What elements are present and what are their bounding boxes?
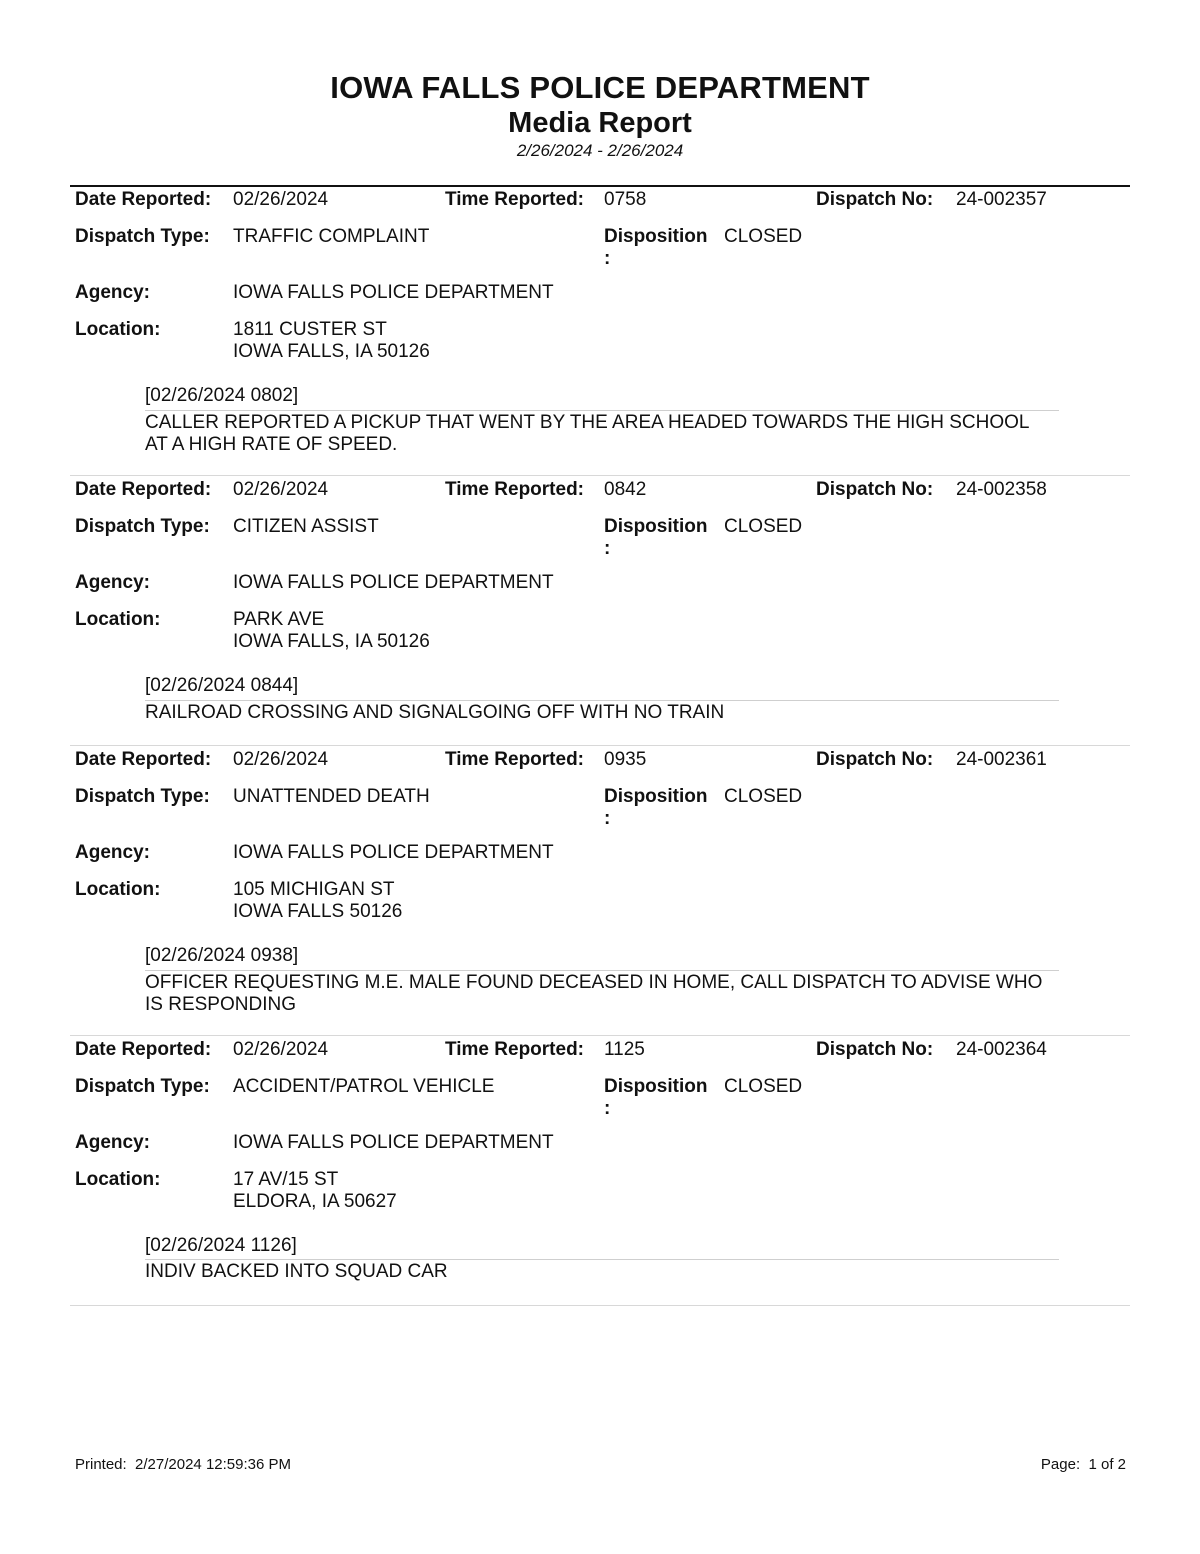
department-title: IOWA FALLS POLICE DEPARTMENT (330, 70, 870, 105)
agency-value: IOWA FALLS POLICE DEPARTMENT (233, 282, 554, 303)
disposition-value: CLOSED (724, 226, 803, 247)
location-label: Location: (75, 879, 161, 900)
time-reported-label: Time Reported: (445, 189, 585, 210)
note-text: CALLER REPORTED A PICKUP THAT WENT BY THE AREA HEADED TOWARDS THE HIGH SCHOOL AT A HIGH RATE OF SPEED. (145, 412, 1029, 455)
dispatch-no-value: 24-002357 (956, 189, 1047, 210)
date-reported-value: 02/26/2024 (233, 479, 329, 500)
note-text: INDIV BACKED INTO SQUAD CAR (145, 1261, 448, 1282)
agency-label: Agency: (75, 282, 150, 303)
disposition-colon: : (604, 808, 611, 829)
date-range: 2/26/2024 - 2/26/2024 (516, 141, 684, 160)
record-divider (70, 475, 1130, 476)
agency-label: Agency: (75, 842, 150, 863)
record-divider (70, 1305, 1130, 1306)
date-reported-value: 02/26/2024 (233, 749, 329, 770)
dispatch-no-label: Dispatch No: (816, 1039, 934, 1060)
record-divider (70, 1035, 1130, 1036)
printed-timestamp (75, 1456, 291, 1474)
dispatch-type-value: UNATTENDED DEATH (233, 786, 430, 807)
date-reported-value: 02/26/2024 (233, 189, 329, 210)
dispatch-type-label: Dispatch Type: (75, 1076, 210, 1097)
location-line2: IOWA FALLS 50126 (233, 901, 403, 922)
disposition-value: CLOSED (724, 786, 803, 807)
note-divider (145, 1259, 1059, 1260)
time-reported-label: Time Reported: (445, 1039, 585, 1060)
agency-label: Agency: (75, 1132, 150, 1153)
date-reported-label: Date Reported: (75, 189, 212, 210)
dispatch-no-value: 24-002358 (956, 479, 1047, 500)
date-reported-value: 02/26/2024 (233, 1039, 329, 1060)
time-reported-value: 1125 (604, 1039, 645, 1060)
agency-label: Agency: (75, 572, 150, 593)
page-label: Page: (1040, 1456, 1081, 1473)
location-line2: ELDORA, IA 50627 (233, 1191, 397, 1212)
disposition-value: CLOSED (724, 1076, 803, 1097)
note-timestamp: [02/26/2024 0938] (145, 945, 299, 966)
disposition-colon: : (604, 538, 611, 559)
report-title: Media Report (508, 107, 692, 139)
date-reported-label: Date Reported: (75, 479, 212, 500)
agency-value: IOWA FALLS POLICE DEPARTMENT (233, 842, 554, 863)
note-text: RAILROAD CROSSING AND SIGNALGOING OFF WITH NO TRAIN (145, 702, 725, 723)
dispatch-type-label: Dispatch Type: (75, 226, 210, 247)
disposition-colon: : (604, 1098, 611, 1119)
printed-value: 2/27/2024 12:59:36 PM (135, 1456, 292, 1473)
time-reported-value: 0935 (604, 749, 647, 770)
time-reported-label: Time Reported: (445, 749, 585, 770)
note-timestamp: [02/26/2024 1126] (145, 1235, 297, 1256)
printed-label: Printed: (75, 1456, 127, 1473)
disposition-label: Disposition (604, 1076, 708, 1097)
location-line1: PARK AVE (233, 609, 325, 630)
disposition-label: Disposition (604, 786, 708, 807)
note-timestamp: [02/26/2024 0802] (145, 385, 299, 406)
dispatch-no-value: 24-002364 (956, 1039, 1047, 1060)
dispatch-type-value: CITIZEN ASSIST (233, 516, 379, 537)
note-timestamp: [02/26/2024 0844] (145, 675, 299, 696)
location-label: Location: (75, 1169, 161, 1190)
dispatch-type-value: TRAFFIC COMPLAINT (233, 226, 430, 247)
disposition-label: Disposition (604, 226, 708, 247)
dispatch-type-value: ACCIDENT/PATROL VEHICLE (233, 1076, 495, 1097)
time-reported-value: 0758 (604, 189, 647, 210)
note-divider (145, 970, 1059, 971)
dispatch-type-label: Dispatch Type: (75, 516, 210, 537)
note-divider (145, 700, 1059, 701)
location-line1: 17 AV/15 ST (233, 1169, 339, 1190)
location-line1: 105 MICHIGAN ST (233, 879, 395, 900)
disposition-label: Disposition (604, 516, 708, 537)
dispatch-type-label: Dispatch Type: (75, 786, 210, 807)
agency-value: IOWA FALLS POLICE DEPARTMENT (233, 572, 554, 593)
dispatch-no-value: 24-002361 (956, 749, 1047, 770)
date-reported-label: Date Reported: (75, 749, 212, 770)
location-label: Location: (75, 609, 161, 630)
page-value: 1 of 2 (1088, 1456, 1126, 1473)
note-divider (145, 410, 1059, 411)
page-number (1041, 1456, 1126, 1474)
location-line1: 1811 CUSTER ST (233, 319, 387, 340)
note-text: OFFICER REQUESTING M.E. MALE FOUND DECEASED IN HOME, CALL DISPATCH TO ADVISE WHO IS RESPONDING (145, 972, 1043, 1015)
disposition-colon: : (604, 248, 611, 269)
dispatch-no-label: Dispatch No: (816, 479, 934, 500)
disposition-value: CLOSED (724, 516, 803, 537)
dispatch-no-label: Dispatch No: (816, 749, 934, 770)
dispatch-no-label: Dispatch No: (816, 189, 934, 210)
time-reported-value: 0842 (604, 479, 647, 500)
record-divider (70, 745, 1130, 746)
date-reported-label: Date Reported: (75, 1039, 212, 1060)
location-line2: IOWA FALLS, IA 50126 (233, 631, 430, 652)
location-label: Location: (75, 319, 161, 340)
time-reported-label: Time Reported: (445, 479, 585, 500)
agency-value: IOWA FALLS POLICE DEPARTMENT (233, 1132, 554, 1153)
location-line2: IOWA FALLS, IA 50126 (233, 341, 430, 362)
